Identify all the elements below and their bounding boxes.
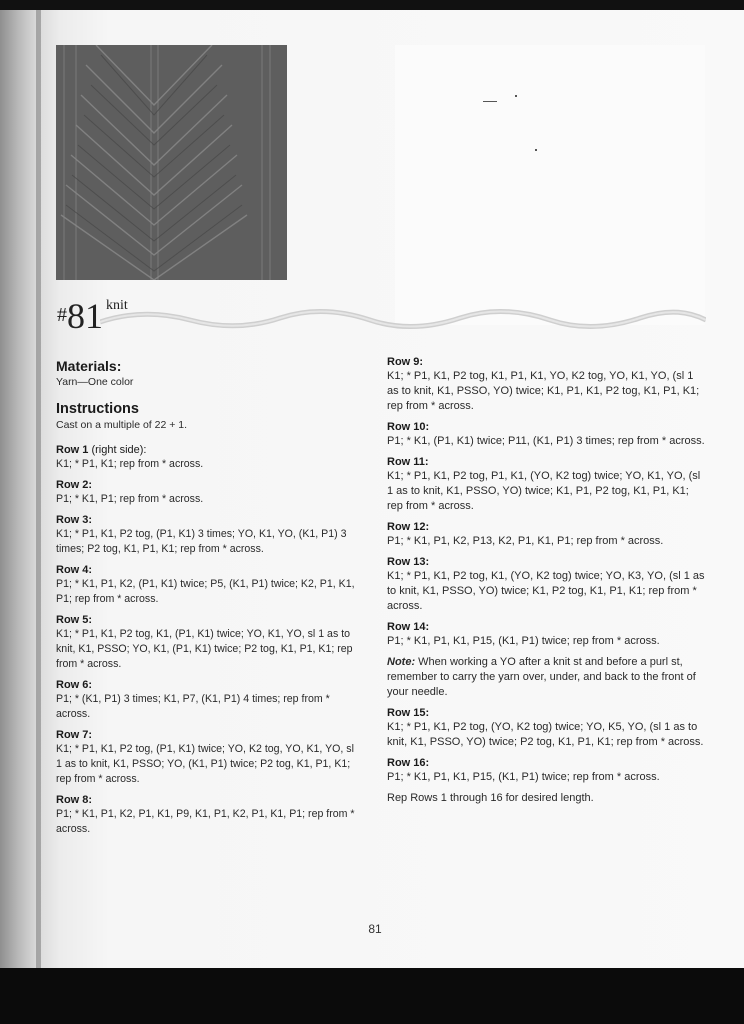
row-label: Row 2: — [56, 479, 93, 491]
row-text: K1; * P1, K1, P2 tog, P1, K1, (YO, K2 tog) twice; YO, K1, YO, (sl 1 as to knit, K1, PSSO, YO) twice; K1, P1, P2 tog, K1, P1, K1; rep from * across. — [387, 470, 701, 512]
row-label: Row 4: — [56, 564, 93, 576]
row-label: Row 16: — [387, 757, 430, 769]
row-label: Row 3: — [56, 514, 93, 526]
row-instruction — [387, 620, 707, 649]
row-label: Row 1 — [56, 444, 89, 456]
blank-photo-area — [395, 45, 705, 325]
row-label: Row 6: — [56, 679, 93, 691]
row-text: P1; * K1, P1, K1, P15, (K1, P1) twice; rep from * across. — [387, 635, 660, 647]
pattern-number: 81 — [67, 296, 103, 336]
row-instruction — [387, 756, 707, 785]
row-instruction — [387, 455, 707, 514]
row-instruction — [56, 793, 361, 837]
row-text: K1; * P1, K1, P2 tog, K1, (YO, K2 tog) twice; YO, K3, YO, (sl 1 as to knit, K1, PSSO, YO) twice; K1, P2 tog, K1, P1, K1; rep from * across. — [387, 570, 705, 612]
row-label: Row 5: — [56, 614, 93, 626]
row-instruction — [387, 706, 707, 750]
row-label: Row 10: — [387, 421, 430, 433]
scan-speck — [515, 95, 517, 97]
materials-heading: Materials: — [56, 358, 122, 374]
row-instruction — [387, 355, 707, 414]
scan-speck — [483, 101, 497, 102]
scan-top-edge — [0, 0, 744, 10]
row-label: Row 8: — [56, 794, 93, 806]
right-column — [387, 355, 707, 806]
row-instruction — [56, 728, 361, 787]
note-paragraph — [387, 655, 707, 700]
row-text: P1; * K1, P1, K2, (P1, K1) twice; P5, (K1, P1) twice; K2, P1, K1, P1; rep from * across. — [56, 578, 355, 605]
knit-swatch-photo — [56, 45, 287, 280]
row-text: K1; * P1, K1, P2 tog, K1, P1, K1, YO, K2 tog, YO, K1, YO, (sl 1 as to knit, K1, PSSO, YO) twice; K1, P1, K1, P2 tog, K1, P1, K1; rep from * across. — [387, 370, 700, 412]
row-instruction — [56, 478, 361, 507]
repeat-instruction: Rep Rows 1 through 16 for desired length. — [387, 792, 594, 804]
row-instruction — [56, 678, 361, 722]
row-text: K1; * P1, K1; rep from * across. — [56, 458, 204, 470]
row-instruction — [56, 613, 361, 672]
row-instruction — [56, 513, 361, 557]
page-number: 81 — [368, 922, 382, 936]
pattern-type: knit — [106, 298, 128, 313]
row-label: Row 11: — [387, 456, 429, 468]
left-column — [56, 357, 361, 843]
row-instruction — [387, 420, 707, 449]
row-text: P1; * K1, (P1, K1) twice; P11, (K1, P1) 3 times; rep from * across. — [387, 435, 705, 447]
materials-text: Yarn—One color — [56, 376, 134, 388]
cast-on-text: Cast on a multiple of 22 + 1. — [56, 419, 188, 431]
instructions-heading: Instructions — [56, 401, 139, 417]
row-text: P1; * K1, P1, K1, P15, (K1, P1) twice; rep from * across. — [387, 771, 660, 783]
row-text: K1; * P1, K1, P2 tog, (P1, K1) twice; YO, K2 tog, YO, K1, YO, sl 1 as to knit, K1, PSSO; YO, (K1, P1) twice; P2 tog, K1, P1, K1; rep from * across. — [56, 743, 354, 785]
note-label: Note: — [387, 656, 416, 668]
row-text: K1; * P1, K1, P2 tog, (P1, K1) 3 times; YO, K1, YO, (K1, P1) 3 times; P2 tog, K1, P1, K1; rep from * across. — [56, 528, 347, 555]
book-gutter — [36, 10, 41, 968]
row-label: Row 9: — [387, 356, 424, 368]
row-instruction — [387, 520, 707, 549]
row-text: P1; * K1, P1, K2, P1, K1, P9, K1, P1, K2, P1, K1, P1; rep from * across. — [56, 808, 355, 835]
decorative-wave — [100, 306, 706, 330]
row-text: P1; * K1, P1; rep from * across. — [56, 493, 204, 505]
row-text: K1; * P1, K1, P2 tog, K1, (P1, K1) twice; YO, K1, YO, sl 1 as to knit, K1, PSSO; YO, K1, (P1, K1) twice; P2 tog, K1, P1, K1; rep from * across. — [56, 628, 353, 670]
scan-bottom-edge — [0, 968, 744, 1024]
pattern-hash: # — [57, 304, 67, 326]
row-text: K1; * P1, K1, P2 tog, (YO, K2 tog) twice; YO, K5, YO, (sl 1 as to knit, K1, PSSO, YO) twice; P2 tog, K1, P1, K1; rep from * across. — [387, 721, 704, 748]
row-label: Row 15: — [387, 707, 430, 719]
row-label: Row 7: — [56, 729, 93, 741]
row-label: Row 13: — [387, 556, 430, 568]
row-text: P1; * (K1, P1) 3 times; K1, P7, (K1, P1) 4 times; rep from * across. — [56, 693, 330, 720]
row-text: P1; * K1, P1, K2, P13, K2, P1, K1, P1; rep from * across. — [387, 535, 664, 547]
note-text: When working a YO after a knit st and before a purl st, remember to carry the yarn over, under, and back to the front of your needle. — [387, 656, 696, 698]
row-instruction — [387, 555, 707, 614]
scan-speck — [535, 149, 537, 151]
row-instruction — [56, 563, 361, 607]
row-label-sub: (right side): — [88, 444, 147, 456]
row-label: Row 14: — [387, 621, 430, 633]
row-instruction — [56, 443, 361, 472]
row-label: Row 12: — [387, 521, 430, 533]
